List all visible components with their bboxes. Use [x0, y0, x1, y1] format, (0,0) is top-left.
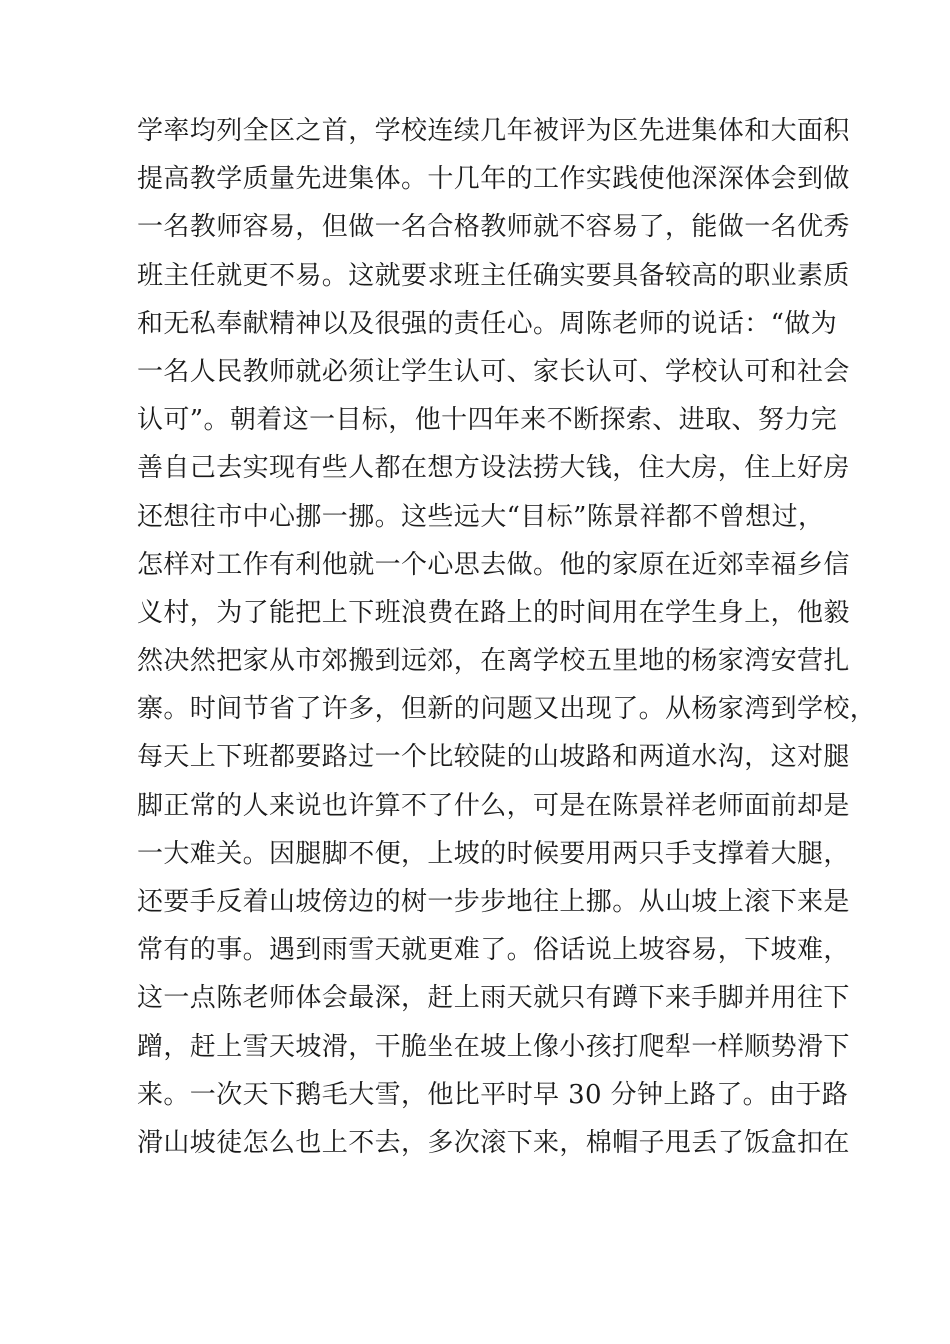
text-line: 还要手反着山坡傍边的树一步步地往上挪。从山坡上滚下来是 [137, 887, 850, 917]
text-line: 义村，为了能把上下班浪费在路上的时间用在学生身上，他毅 [137, 597, 850, 628]
text-line: 和无私奉献精神以及很强的责任心。周陈老师的说话：“做为 [137, 308, 838, 339]
text-line: 滑山坡徒怎么也上不去，多次滚下来，棉帽子甩丢了饭盒扣在 [137, 1127, 850, 1158]
text-line: 这一点陈老师体会最深，赶上雨天就只有蹲下来手脚并用往下 [137, 983, 850, 1014]
text-line: 善自己去实现有些人都在想方设法捞大钱，住大房，住上好房 [137, 453, 850, 484]
text-line: 每天上下班都要路过一个比较陡的山坡路和两道水沟，这对腿 [137, 742, 850, 773]
text-line: 寨。时间节省了许多，但新的问题又出现了。从杨家湾到学校， [137, 694, 877, 725]
text-line: 认可”。朝着这一目标，他十四年来不断探索、进取、努力完 [137, 405, 838, 436]
text-line: 一名人民教师就必须让学生认可、家长认可、学校认可和社会 [137, 356, 850, 387]
text-line: 来。一次天下鹅毛大雪，他比平时早 30 分钟上路了。由于路 [137, 1079, 849, 1110]
text-line: 怎样对工作有利他就一个心思去做。他的家原在近郊幸福乡信 [137, 549, 850, 580]
text-line: 然决然把家从市郊搬到远郊，在离学校五里地的杨家湾安营扎 [137, 646, 850, 677]
body-text [137, 107, 877, 1167]
text-line: 一大难关。因腿脚不便，上坡的时候要用两只手支撑着大腿， [137, 838, 850, 869]
text-line: 常有的事。遇到雨雪天就更难了。俗话说上坡容易，下坡难， [137, 935, 850, 966]
text-line: 学率均列全区之首，学校连续几年被评为区先进集体和大面积 [137, 116, 850, 146]
text-line: 还想往市中心挪一挪。这些远大“目标”陈景祥都不曾想过， [137, 501, 825, 532]
text-line: 脚正常的人来说也许算不了什么，可是在陈景祥老师面前却是 [137, 790, 850, 821]
text-line: 蹭，赶上雪天坡滑，干脆坐在坡上像小孩打爬犁一样顺势滑下 [137, 1031, 850, 1062]
text-line: 提高教学质量先进集体。十几年的工作实践使他深深体会到做 [137, 164, 850, 195]
text-line: 班主任就更不易。这就要求班主任确实要具备较高的职业素质 [137, 260, 850, 291]
text-line: 一名教师容易，但做一名合格教师就不容易了，能做一名优秀 [137, 212, 850, 243]
